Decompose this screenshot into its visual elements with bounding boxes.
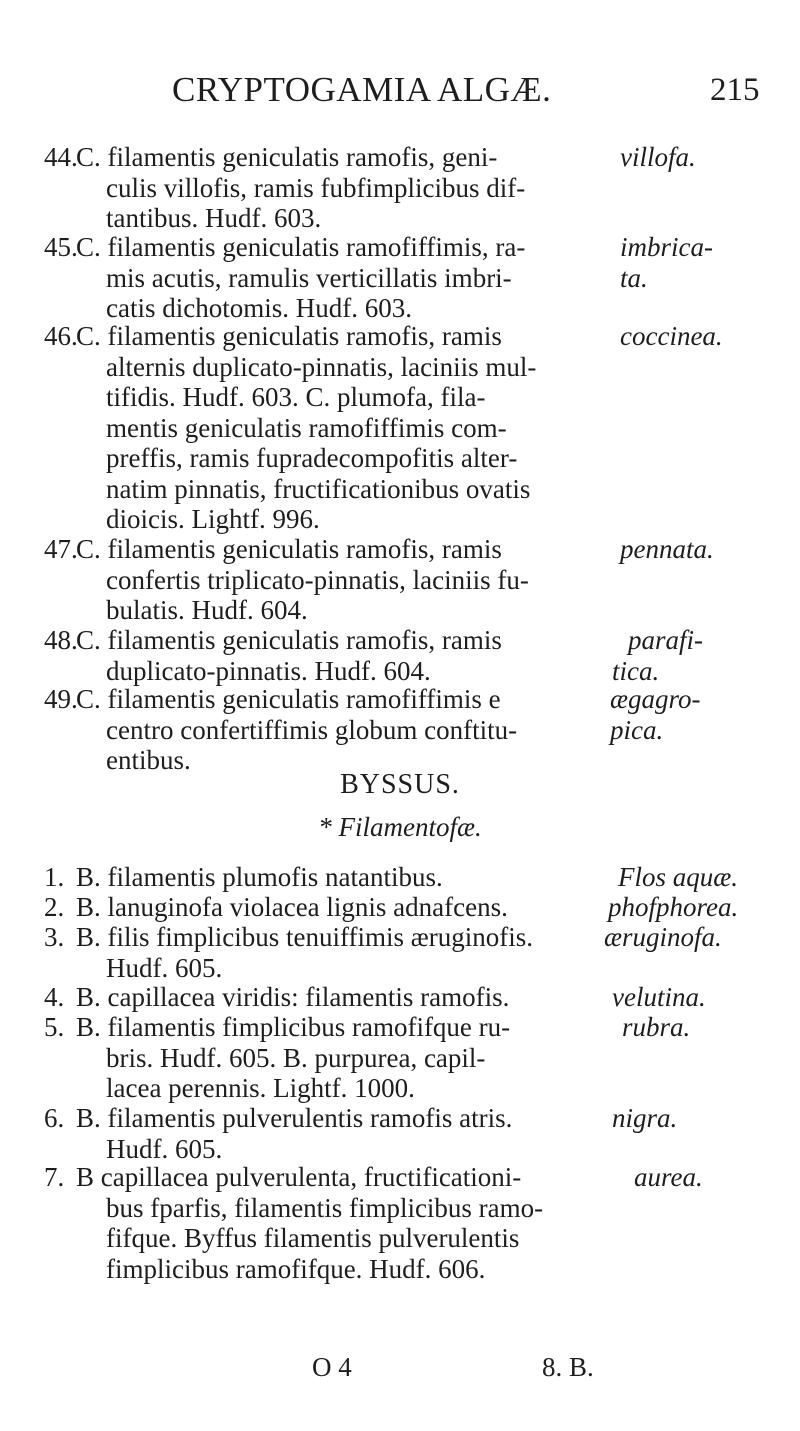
entry-text: C. filamentis geniculatis ramofis, ramis	[76, 321, 502, 351]
species-name: villofa.	[620, 142, 696, 172]
entry-text: dioicis. Lightf. 996.	[106, 504, 320, 534]
entry-text: C. filamentis geniculatis ramofis, geni-	[76, 142, 498, 172]
page-header	[0, 70, 800, 120]
entry-text: bris. Hudf. 605. B. purpurea, capil-	[106, 1042, 486, 1073]
species-name: nigra.	[612, 1103, 678, 1133]
species-name: aurea.	[634, 1162, 703, 1192]
species-name: rubra.	[622, 1012, 691, 1042]
entry-text: alternis duplicato-pinnatis, laciniis mul-	[106, 351, 537, 382]
species-name-continued: ta.	[620, 262, 648, 293]
species-name-continued: tica.	[612, 655, 660, 686]
section-title: BYSSUS.	[340, 769, 460, 800]
entry-text: lacea perennis. Lightf. 1000.	[106, 1073, 415, 1103]
catchword: 8. B.	[542, 1352, 594, 1382]
entry-number: 48.	[44, 625, 78, 655]
entry-number: 1.	[44, 862, 65, 892]
signature-mark: O 4	[312, 1352, 352, 1382]
entry-text: confertis triplicato-pinnatis, laciniis fu-	[106, 564, 529, 595]
page-number: 215	[710, 72, 760, 108]
section-heading	[0, 769, 800, 801]
entry-number: 46.	[44, 321, 78, 351]
entry-text: duplicato-pinnatis. Hudf. 604.	[106, 655, 431, 686]
species-name: æruginofa.	[604, 922, 722, 952]
species-name: pennata.	[620, 534, 714, 564]
section-subtitle: * Filamentofæ.	[318, 812, 482, 842]
entry-text: tifidis. Hudf. 603. C. plumofa, fila-	[106, 382, 486, 412]
entry-number: 6.	[44, 1103, 65, 1133]
entry-text: C. filamentis geniculatis ramofiffimis, ra-	[76, 232, 526, 262]
entry-text: fimplicibus ramofifque. Hudf. 606.	[106, 1253, 486, 1284]
entry-number: 44.	[44, 142, 78, 172]
entry-text: B. lanuginofa violacea lignis adnafcens.	[76, 892, 508, 922]
entry-text: fifque. Byffus filamentis pulverulentis	[106, 1223, 520, 1253]
entry-text: Hudf. 605.	[106, 952, 223, 983]
entry-text: mis acutis, ramulis verticillatis imbri-	[106, 262, 512, 293]
entry-text: entibus.	[106, 745, 191, 775]
section-subheading	[0, 812, 800, 843]
entry-text: B. filis fimplicibus tenuiffimis æruginofis.	[76, 922, 533, 952]
species-name: velutina.	[612, 982, 706, 1012]
entry-line	[0, 1254, 800, 1290]
entry-number: 5.	[44, 1012, 65, 1042]
entry-number: 7.	[44, 1162, 65, 1192]
species-name: parafi-	[628, 625, 704, 655]
entry-text: B. filamentis fimplicibus ramofifque ru-	[76, 1012, 511, 1042]
running-title: CRYPTOGAMIA ALGÆ.	[172, 70, 552, 109]
entry-text: tantibus. Hudf. 603.	[106, 203, 322, 233]
species-name: imbrica-	[620, 232, 713, 262]
entry-text: B. capillacea viridis: filamentis ramofis.	[76, 982, 510, 1012]
species-name: coccinea.	[620, 321, 723, 351]
entry-text: C. filamentis geniculatis ramofiffimis e	[76, 684, 501, 714]
entry-number: 3.	[44, 922, 65, 952]
entry-text: B. filamentis plumofis natantibus.	[76, 862, 443, 892]
entry-text: catis dichotomis. Hudf. 603.	[106, 293, 412, 323]
entry-text: bulatis. Hudf. 604.	[106, 595, 308, 625]
entry-text: Hudf. 605.	[106, 1133, 223, 1164]
entry-number: 2.	[44, 892, 65, 922]
entry-number: 4.	[44, 982, 65, 1012]
entry-number: 45.	[44, 232, 78, 262]
species-name-continued: pica.	[610, 714, 664, 745]
entry-text: culis villofis, ramis fubfimplicibus dif-	[106, 172, 526, 203]
entry-text: preffis, ramis fupradecompofitis alter-	[106, 443, 518, 473]
species-name: ægagro-	[610, 684, 701, 714]
entry-text: B capillacea pulverulenta, fructificationi-	[76, 1162, 522, 1192]
entry-text: natim pinnatis, fructificationibus ovatis	[106, 473, 531, 504]
entry-text: bus fparfis, filamentis fimplicibus ramo-	[106, 1192, 544, 1223]
entry-text: mentis geniculatis ramofiffimis com-	[106, 412, 507, 443]
entry-number: 47.	[44, 534, 78, 564]
entry-text: C. filamentis geniculatis ramofis, ramis	[76, 625, 502, 655]
entry-text: C. filamentis geniculatis ramofis, ramis	[76, 534, 502, 564]
entry-text: B. filamentis pulverulentis ramofis atris.	[76, 1103, 513, 1133]
entry-number: 49.	[44, 684, 78, 714]
entry-text: centro confertiffimis globum conftitu-	[106, 714, 518, 745]
species-name: Flos aquæ.	[618, 862, 739, 892]
species-name: phofphorea.	[608, 892, 739, 922]
